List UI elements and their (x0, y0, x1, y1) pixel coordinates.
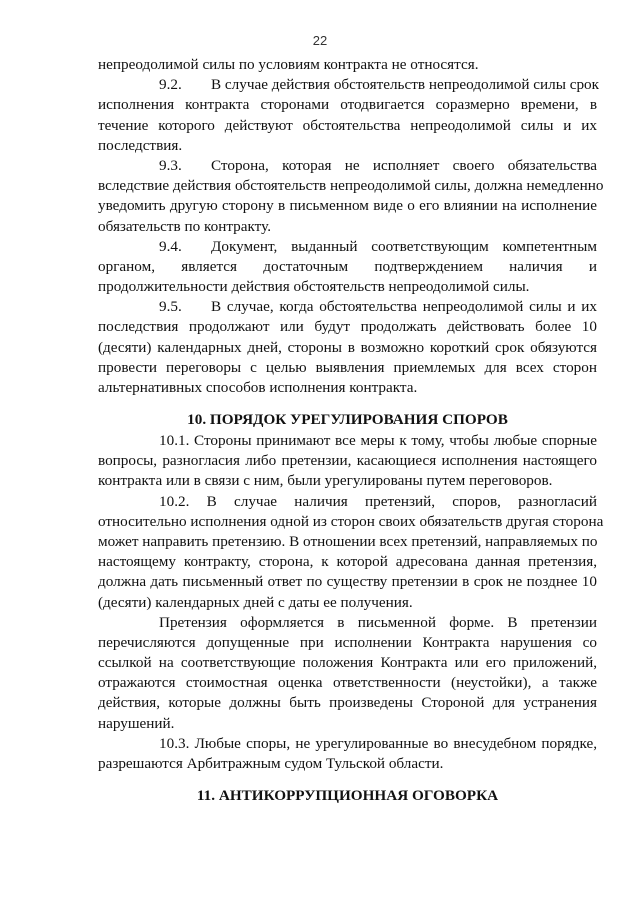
paragraph-line: (десяти) календарных дней с даты ее получения. (98, 593, 413, 611)
paragraph-line: может направить претензию. В отношении всех претензий, направляемых по (98, 532, 598, 550)
paragraph-line: органом, является достаточным подтверждением наличия и (98, 257, 597, 275)
paragraph-9-3-first-line (98, 156, 597, 176)
paragraph-line: последствия продолжают или будут продолжать действовать более 10 (98, 318, 597, 336)
paragraph-line: вследствие действия обстоятельств непреодолимой силы, должна немедленно (98, 177, 604, 195)
paragraph-line: отражаются стоимостная оценка ответственности (неустойки), а также (98, 674, 597, 692)
paragraph-line: нарушений. (98, 714, 175, 732)
paragraph-line: В случае действия обстоятельств непреодолимой силы срок (211, 76, 600, 94)
paragraph-line: перечисляются допущенные при исполнении Контракта нарушения со (98, 633, 597, 651)
paragraph-9-4-first-line (98, 237, 597, 257)
paragraph-line: (десяти) календарных дней, стороны в возможно короткий срок обязуются (98, 338, 597, 356)
paragraph-line: Документ, выданный соответствующим компетентным (211, 237, 597, 255)
clause-number: 9.5. (159, 298, 182, 316)
paragraph-line: вопросы, разногласия либо претензии, касающиеся исполнения настоящего (98, 452, 597, 470)
paragraph-line: продолжительности действия обстоятельств непреодолимой силы. (98, 278, 530, 296)
paragraph-line: должна дать письменный ответ по существу претензии в срок не позднее 10 (98, 573, 597, 591)
paragraph-line: течение которого действуют обстоятельства непреодолимой силы и их (98, 116, 597, 134)
section-10-heading: 10. ПОРЯДОК УРЕГУЛИРОВАНИЯ СПОРОВ (187, 411, 508, 428)
paragraph-9-2-first-line (98, 75, 600, 95)
paragraph-line: действия, которые должны быть произведены Стороной для устранения (98, 694, 597, 712)
paragraph-line: уведомить другую сторону в письменном виде о его влиянии на исполнение (98, 197, 597, 215)
paragraph-9-5-first-line (98, 297, 597, 317)
paragraph-line: 10.1. Стороны принимают все меры к тому, чтобы любые спорные (159, 432, 597, 449)
paragraph-line: провести переговоры с целью выявления приемлемых для всех сторон (98, 358, 597, 376)
paragraph-line: 10.2. В случае наличия претензий, споров, разногласий (159, 492, 597, 510)
section-10-text (98, 431, 604, 774)
paragraph-line: Сторона, которая не исполняет своего обязательства (211, 156, 597, 174)
clause-number: 9.2. (159, 76, 182, 94)
section-9-text (98, 55, 604, 398)
clause-number: 9.4. (159, 237, 182, 255)
paragraph-line: контракта или в связи с ним, были урегулированы путем переговоров. (98, 472, 553, 490)
paragraph-line: непреодолимой силы по условиям контракта не относятся. (98, 56, 479, 73)
paragraph-line: исполнения контракта сторонами отодвигается соразмерно времени, в (98, 96, 597, 114)
paragraph-line: обязательств по контракту. (98, 217, 271, 235)
paragraph-line: 10.3. Любые споры, не урегулированные во внесудебном порядке, (159, 734, 597, 752)
paragraph-line: ссылкой на соответствующие положения Контракта или его приложений, (98, 654, 597, 672)
paragraph-line: В случае, когда обстоятельства непреодолимой силы и их (211, 298, 597, 316)
paragraph-line: Претензия оформляется в письменной форме. В претензии (159, 613, 597, 631)
paragraph-line: разрешаются Арбитражным судом Тульской области. (98, 755, 444, 772)
paragraph-line: настоящему контракту, сторона, к которой адресована данная претензия, (98, 553, 597, 571)
clause-number: 9.3. (159, 156, 182, 174)
section-11-heading: 11. АНТИКОРРУПЦИОННАЯ ОГОВОРКА (196, 787, 499, 804)
paragraph-line: альтернативных способов исполнения контракта. (98, 379, 418, 396)
page-number: 22 (312, 33, 328, 48)
paragraph-line: относительно исполнения одной из сторон своих обязательств другая сторона (98, 512, 604, 530)
paragraph-line: последствия. (98, 136, 183, 154)
